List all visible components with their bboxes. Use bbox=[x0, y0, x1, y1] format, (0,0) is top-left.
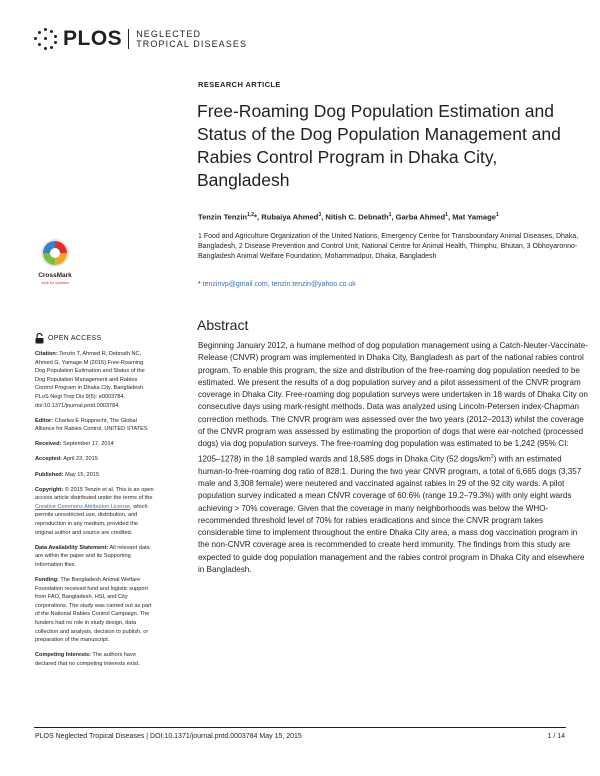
received-label: Received: bbox=[35, 441, 62, 448]
abstract-heading: Abstract bbox=[197, 317, 249, 333]
crossmark-badge[interactable] bbox=[35, 236, 75, 288]
copyright-label: Copyright: bbox=[35, 486, 64, 493]
competing-interests-block bbox=[35, 651, 155, 668]
plos-wordmark: PLOS bbox=[63, 27, 123, 50]
crossmark-center bbox=[50, 248, 60, 258]
author-name[interactable]: Rubaiya Ahmed bbox=[261, 212, 319, 222]
author-name[interactable]: Tenzin Tenzin bbox=[198, 212, 248, 222]
corresponding-emails bbox=[198, 281, 356, 288]
article-title: Free-Roaming Dog Population Estimation and Status of the Dog Population Management and Rabies Control Program in Dhaka City, Bangladesh bbox=[197, 101, 561, 190]
author-affil-sup: 1 bbox=[495, 212, 499, 218]
received-date: September 17, 2014 bbox=[63, 441, 114, 448]
author-list bbox=[198, 212, 588, 222]
published-block bbox=[35, 471, 155, 480]
plos-dots-icon bbox=[34, 28, 60, 50]
competing-interests-text: The authors have declared that no competing interests exist. bbox=[35, 652, 140, 667]
page-number: 1 / 14 bbox=[547, 733, 565, 740]
crossmark-sublabel: click for updates bbox=[41, 281, 69, 285]
footer-citation: PLOS Neglected Tropical Diseases | DOI:10.1371/journal.pntd.0003784 May 15, 2015 bbox=[35, 733, 302, 740]
email-links[interactable]: tenzinvp@gmail.com, tenzin.tenzin@yahoo.co.uk bbox=[202, 281, 356, 288]
author-name[interactable]: Nitish C. Debnath bbox=[325, 212, 389, 222]
crossmark-label: CrossMark bbox=[38, 272, 72, 279]
journal-name-line2: TROPICAL DISEASES bbox=[136, 39, 248, 49]
open-lock-icon bbox=[35, 333, 44, 344]
editor-block bbox=[35, 417, 155, 434]
article-type-label: RESEARCH ARTICLE bbox=[198, 80, 281, 89]
accepted-label: Accepted: bbox=[35, 456, 63, 463]
author-separator: , bbox=[321, 212, 326, 222]
author-separator: , bbox=[447, 212, 453, 222]
author-separator: , bbox=[391, 212, 396, 222]
published-label: Published: bbox=[35, 471, 64, 478]
copyright-text: © 2015 Tenzin et al. This is an open access article distributed under the terms of the bbox=[35, 486, 154, 502]
abstract-text-continued: ) with an estimated human-to-free-roaming dog ratio of 828:1. During the two year CNVR program, a total of 6,665 dogs (3,357 male and 3,308 female) were neutered and vaccinated against rabies in 29 of the 92 city wards. A pilot population survey indicated a mean CNVR coverage of 60.6% (range 19.2–79.3%) with only eight wards achieving > 70% coverage. Given that the coverage in many neighborhoods was below the WHO-recommended threshold level of 70% for rabies eradications and since the CNVR program takes considerable time to implement throughout the entire Dhaka City area, a mass dog vaccination program in the non-CNVR coverage area is recommended to create herd immunity. The findings from this study are expected to guide dog population management and the rabies control program in Dhaka City and elsewhere in Bangladesh. bbox=[198, 454, 585, 575]
citation-block bbox=[35, 350, 155, 410]
journal-name bbox=[136, 29, 247, 49]
data-availability-text: All relevant data are within the paper and its Supporting Information files. bbox=[35, 544, 150, 568]
article-metadata-sidebar bbox=[35, 350, 155, 675]
funding-label: Funding: bbox=[35, 576, 59, 583]
author-name[interactable]: Mat Yamage bbox=[452, 212, 496, 222]
funding-block bbox=[35, 576, 155, 645]
abstract-superscript: 2 bbox=[490, 453, 494, 460]
journal-name-line1: NEGLECTED bbox=[136, 29, 202, 39]
data-availability-block bbox=[35, 544, 155, 570]
license-link[interactable]: Creative Commons Attribution License bbox=[35, 503, 131, 510]
affiliations: 1 Food and Agriculture Organization of the United Nations, Emergency Centre for Transboundary Animal Diseases, Dhaka, Bangladesh, 2 Disease Prevention and Control Unit, National Centre for Animal Health, Thimphu, Bhutan, 3 Obhoyaronno-Bangladesh Animal Welfare Foundation, Mohammadpur, Dhaka, Bangladesh bbox=[198, 233, 579, 261]
citation-text: Tenzin T, Ahmed R, Debnath NC, Ahmed G, Yamage M (2015) Free-Roaming Dog Population Estimation and Status of the Dog Population Management and Rabies Control Program in Dhaka City, Bangladesh. PLoS Negl Trop Dis 9(5): e0003784. doi:10.1371/journal.pntd.0003784 bbox=[35, 351, 145, 409]
editor-label: Editor: bbox=[35, 417, 54, 424]
open-access-badge bbox=[35, 333, 101, 344]
accepted-block bbox=[35, 455, 155, 464]
author-affil-sup: 1 bbox=[388, 212, 392, 218]
published-date: May 15, 2015 bbox=[65, 471, 100, 478]
funding-text: The Bangladesh Animal Welfare Foundation received fund and logistic support from FAO, Bangladesh, HSI, and City corporations. The study was carried out as part of the National Rabies Control Campaign. The funders had no role in study design, data collection and analysis, decision to publish, or preparation of the manuscript. bbox=[35, 576, 152, 644]
accepted-date: April 23, 2015 bbox=[63, 456, 98, 463]
copyright-text-end: , which permits unrestricted use, distribution, and reproduction in any medium, provided the original author and source are credited. bbox=[35, 503, 148, 536]
plos-logo bbox=[34, 27, 247, 51]
author-affil-sup: 1 bbox=[445, 212, 448, 218]
footer-divider bbox=[34, 727, 566, 728]
open-access-label: OPEN ACCESS bbox=[48, 335, 102, 342]
author-separator: *, bbox=[254, 212, 262, 222]
data-availability-label: Data Availability Statement: bbox=[35, 544, 109, 551]
corresponding-star: * bbox=[198, 281, 201, 288]
editor-text: Charles E Rupprecht, The Global Alliance for Rabies Control, UNITED STATES bbox=[35, 417, 148, 433]
citation-label: Citation: bbox=[35, 351, 58, 357]
author-affil-sup: 3 bbox=[318, 212, 322, 218]
received-block bbox=[35, 440, 155, 449]
abstract-body bbox=[198, 340, 588, 576]
abstract-text: Beginning January 2012, a humane method of dog population management using a Catch-Neuter-Vaccinate-Release (CNVR) program was implemented in Dhaka City, Bangladesh as part of the national rabies control program. To enable this program, the size and distribution of the free-roaming dog population needed to be estimated. We present the results of a dog population survey and a pilot assessment of the CNVR program coverage in Dhaka City. Free-roaming dog population surveys were undertaken in 18 wards of Dhaka City on consecutive days using mark-resight methods. Data was analyzed using Lincoln-Petersen index-Chapman correction methods. The CNVR program was assessed over the two years (2012–2013) whilst the coverage of the CNVR program was assessed by estimating the proportion of dogs that were ear-notched (processed dogs) via dog population surveys. The free-roaming dog population was estimated to be 1,242 (95% CI: 1205–1278) in the 18 sampled wards and 18,585 dogs in Dhaka City (52 dogs/km bbox=[198, 341, 588, 464]
author-affil-sup: 1,2 bbox=[247, 212, 255, 218]
copyright-block bbox=[35, 486, 155, 538]
logo-divider bbox=[128, 29, 129, 49]
competing-interests-label: Competing Interests: bbox=[35, 652, 91, 659]
author-name[interactable]: Garba Ahmed bbox=[395, 212, 446, 222]
